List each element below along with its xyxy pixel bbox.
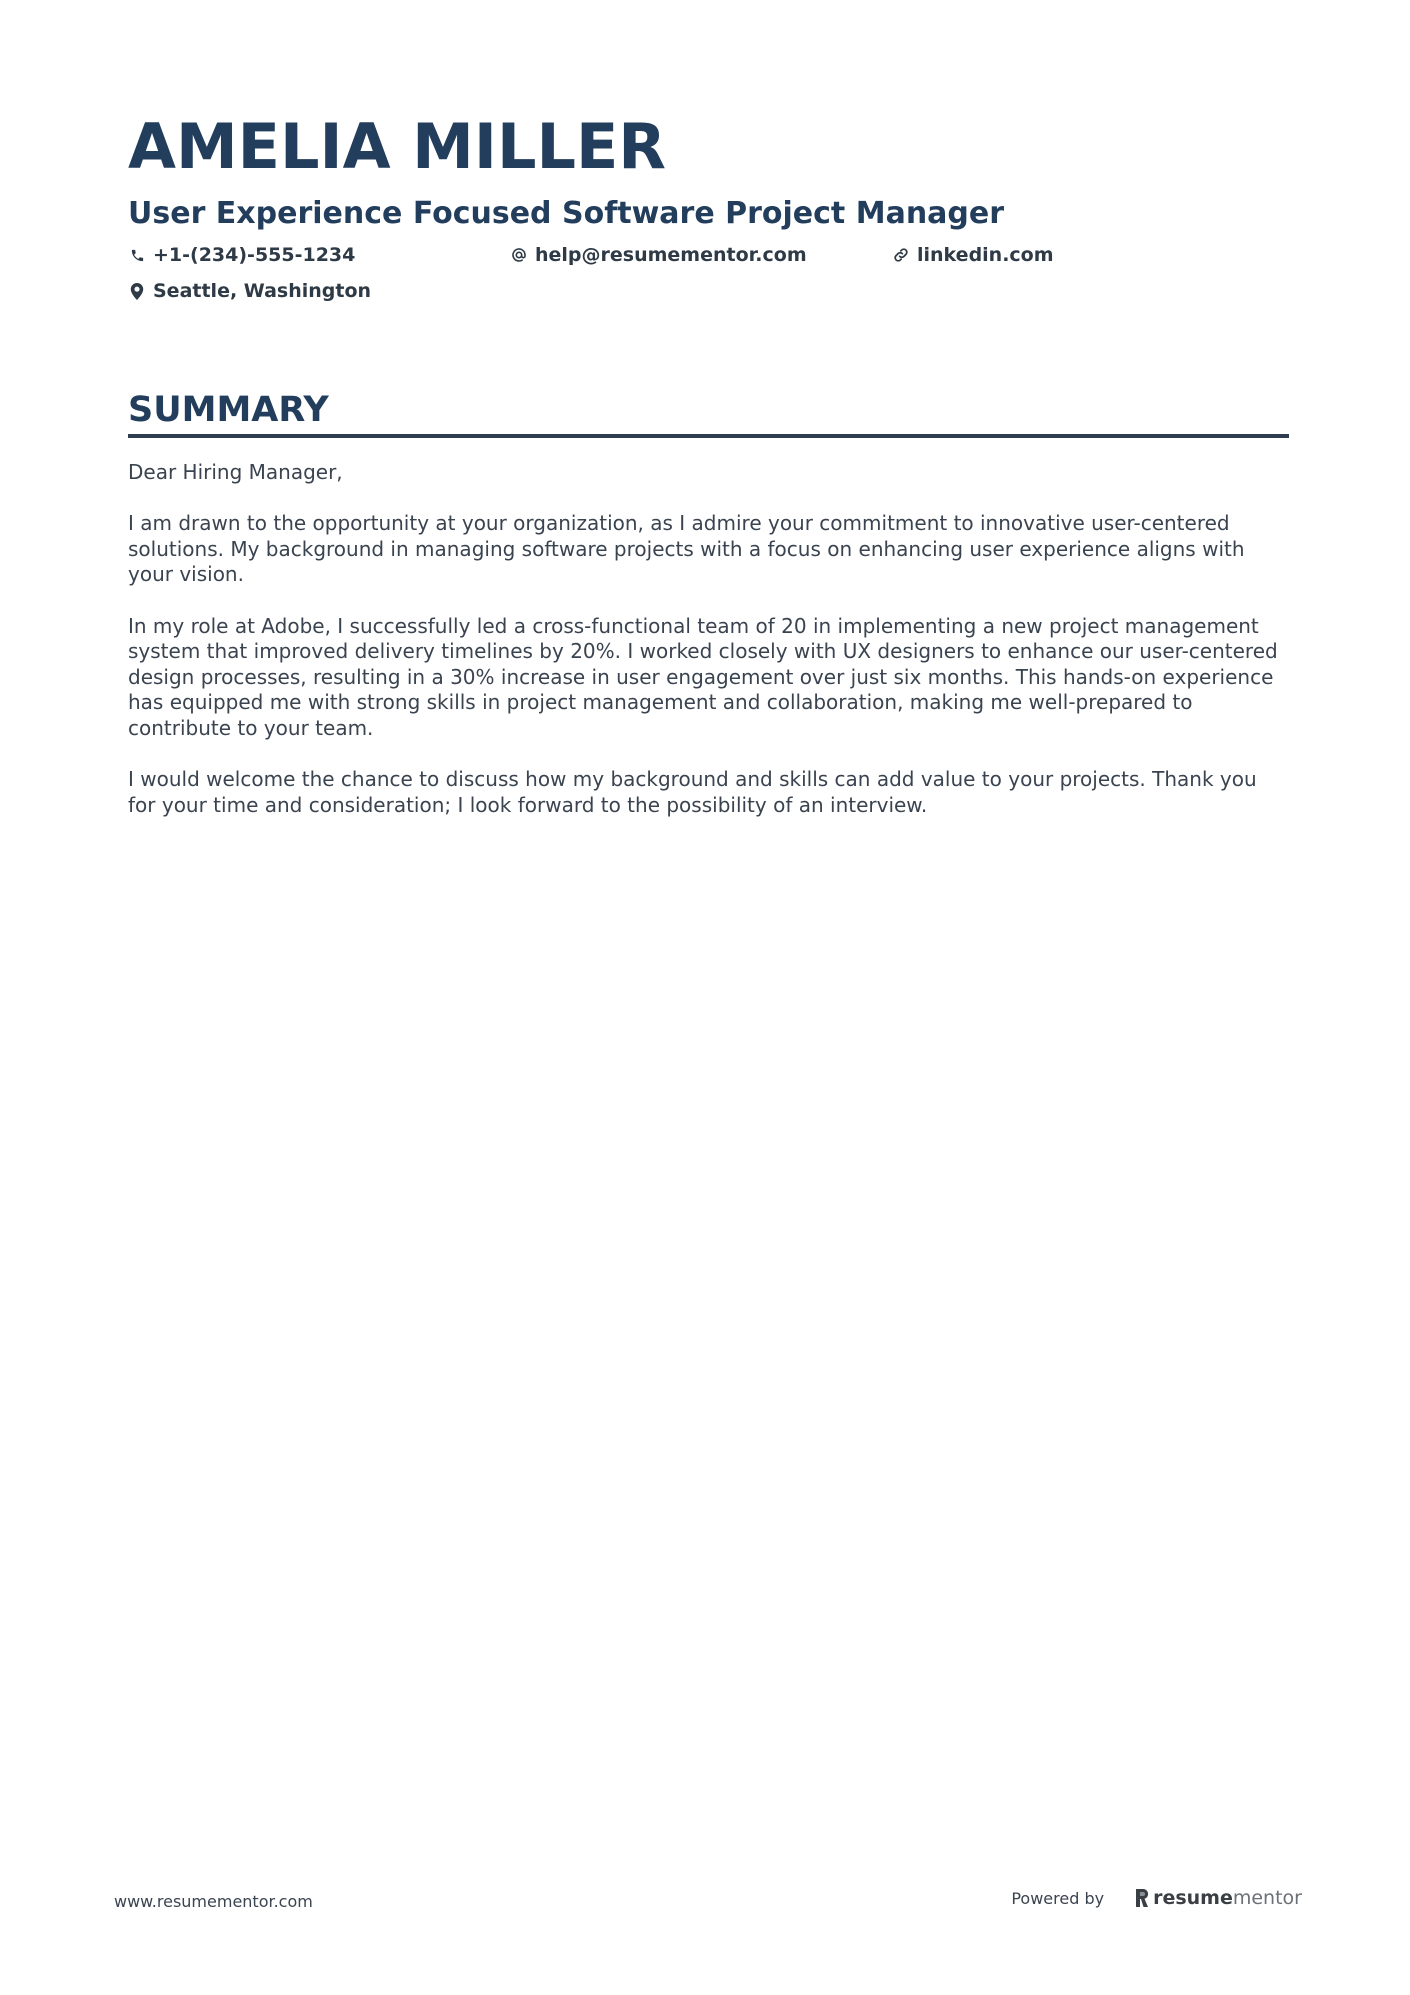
resume-header (128, 108, 1288, 312)
at-icon (510, 246, 528, 264)
summary-paragraph: I am drawn to the opportunity at your organization, as I admire your commitment to innovative user-centered solutions. My background in managing software projects with a focus on enhancing user experience aligns with your vision. (128, 511, 1245, 587)
powered-by-label: Powered by (1011, 1888, 1105, 1908)
contact-link[interactable] (892, 244, 1054, 266)
phone-text: +1-(234)-555-1234 (153, 244, 356, 266)
link-text[interactable]: linkedin.com (917, 244, 1054, 266)
phone-icon (128, 246, 146, 264)
salutation: Dear Hiring Manager, (128, 460, 343, 484)
brand-name-part1: resume (1153, 1887, 1233, 1909)
contact-location (128, 280, 371, 302)
contact-phone (128, 244, 355, 266)
summary-body (128, 460, 1289, 818)
resumementor-logo-icon (1134, 1888, 1150, 1908)
brand-logo[interactable] (1134, 1887, 1302, 1909)
section-divider (128, 434, 1289, 438)
section-heading: SUMMARY (128, 390, 329, 430)
summary-paragraph: In my role at Adobe, I successfully led a cross-functional team of 20 in implementing a new project management system that improved delivery timelines by 20%. I worked closely with UX designers to enhance our user-centered design processes, resulting in a 30% increase in user engagement over just six months. This hands-on experience has equipped me with strong skills in project management and collaboration, making me well-prepared to contribute to your team. (128, 613, 1278, 740)
contact-email[interactable] (510, 244, 807, 266)
summary-paragraph: I would welcome the chance to discuss how my background and skills can add value to your projects. Thank you for your time and consideration; I look forward to the possibility of an interview. (128, 767, 1257, 817)
map-pin-icon (128, 282, 146, 300)
footer-branding (1011, 1887, 1302, 1909)
footer-website[interactable]: www.resumementor.com (114, 1892, 313, 1911)
location-text: Seattle, Washington (153, 280, 372, 302)
contact-info (128, 240, 1288, 312)
brand-name-part2: mentor (1232, 1887, 1302, 1909)
candidate-name: AMELIA MILLER (128, 110, 667, 183)
job-title: User Experience Focused Software Project Manager (128, 196, 1005, 231)
summary-section (128, 388, 1289, 844)
link-icon (892, 246, 910, 264)
email-text[interactable]: help@resumementor.com (535, 244, 807, 266)
